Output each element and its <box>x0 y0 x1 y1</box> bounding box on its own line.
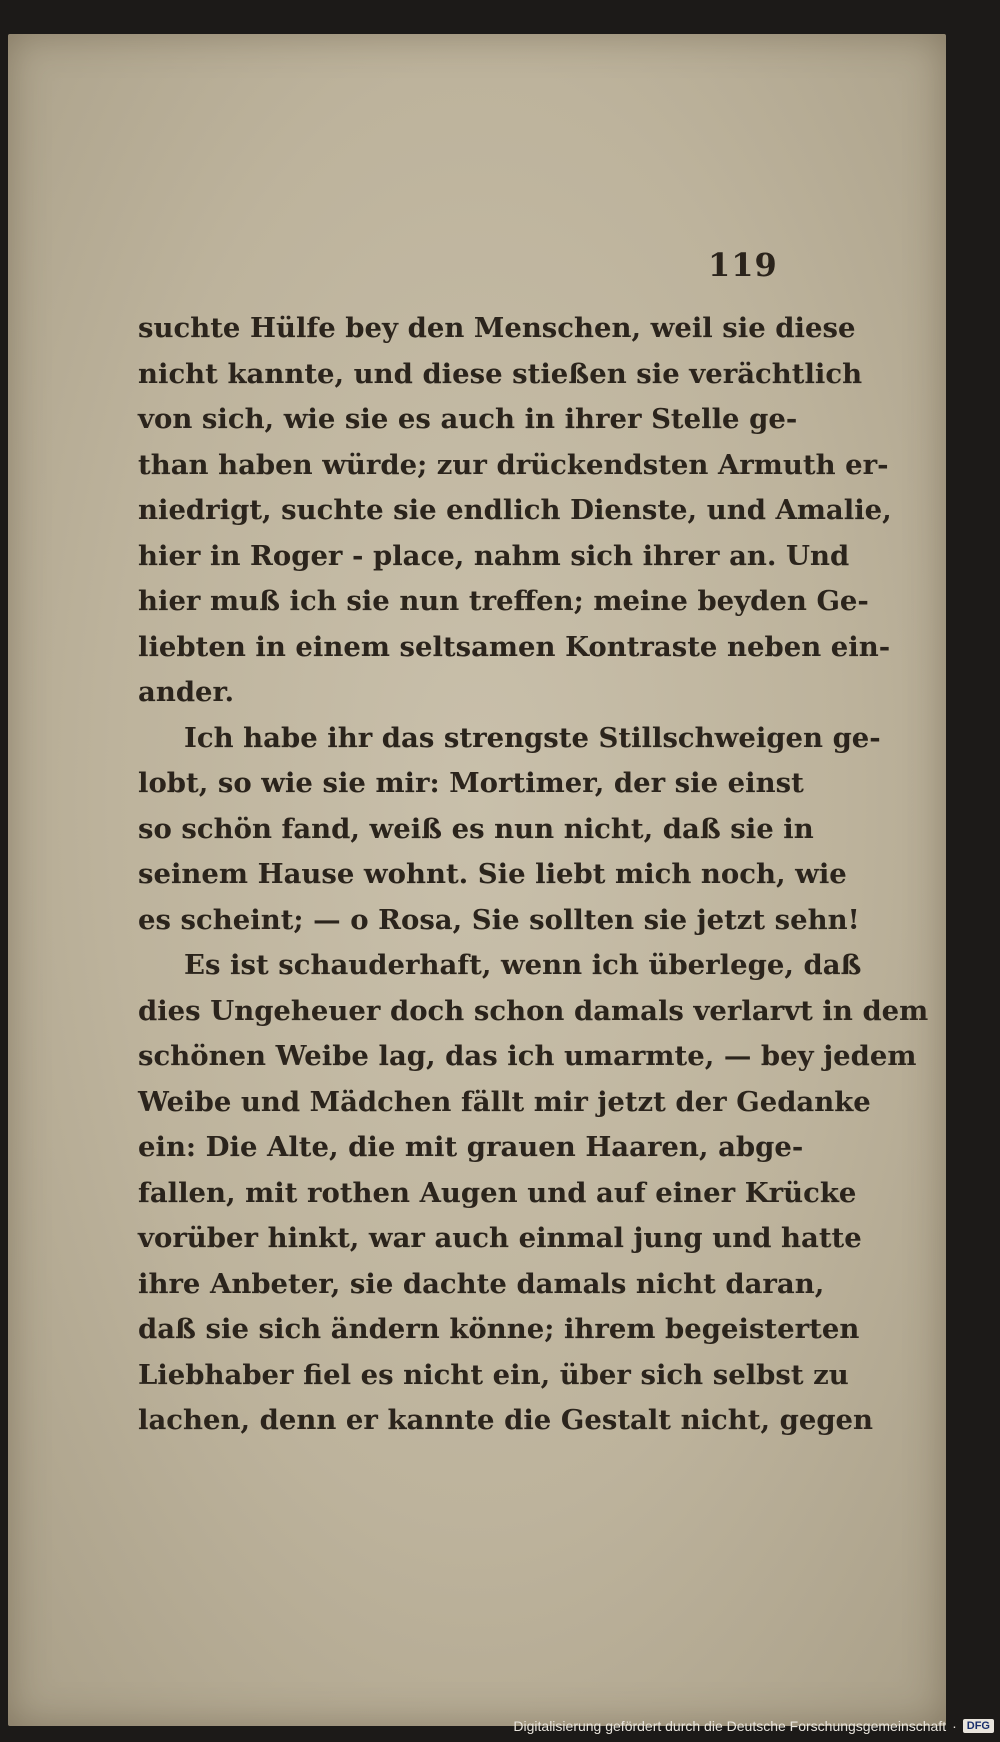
dfg-logo-icon: DFG <box>963 1719 994 1733</box>
text-line: fallen, mit rothen Augen und auf einer Krücke <box>138 1176 857 1209</box>
digitization-footer <box>513 1716 994 1736</box>
text-line: von sich, wie sie es auch in ihrer Stelle ge- <box>138 403 798 435</box>
text-line: dies Ungeheuer doch schon damals verlarvt in dem <box>138 994 929 1027</box>
page-number: 119 <box>708 246 778 284</box>
text-line: Ich habe ihr das strengste Stillschweigen ge- <box>184 721 881 754</box>
separator: · <box>952 1718 957 1734</box>
text-line: hier in Roger - place, nahm sich ihrer an. Und <box>138 539 850 572</box>
text-line: nicht kannte, und diese stießen sie verächtlich <box>138 357 863 390</box>
text-line: daß sie sich ändern könne; ihrem begeisterten <box>138 1313 860 1345</box>
text-line: vorüber hinkt, war auch einmal jung und hatte <box>138 1222 862 1254</box>
text-line: seinem Hause wohnt. Sie liebt mich noch, wie <box>138 858 847 890</box>
text-line: suchte Hülfe bey den Menschen, weil sie diese <box>138 312 856 344</box>
text-line: ihre Anbeter, sie dachte damals nicht daran, <box>138 1267 825 1300</box>
funding-credit: Digitalisierung gefördert durch die Deutsche Forschungsgemeinschaft <box>513 1718 947 1734</box>
text-line: Weibe und Mädchen fällt mir jetzt der Gedanke <box>138 1085 871 1118</box>
text-line: so schön fand, weiß es nun nicht, daß sie in <box>138 812 814 845</box>
text-line: hier muß ich sie nun treffen; meine beyden Ge- <box>138 585 869 617</box>
text-line: niedrigt, suchte sie endlich Dienste, und Amalie, <box>138 494 892 526</box>
text-line: Liebhaber fiel es nicht ein, über sich selbst zu <box>138 1358 849 1391</box>
text-line: lobt, so wie sie mir: Mortimer, der sie einst <box>138 767 804 799</box>
book-page <box>8 34 946 1726</box>
page-body-text <box>138 306 929 1444</box>
text-line: than haben würde; zur drückendsten Armuth er- <box>138 448 889 481</box>
text-line: Es ist schauderhaft, wenn ich überlege, daß <box>184 949 862 981</box>
text-line: schönen Weibe lag, das ich umarmte, — bey jedem <box>138 1040 917 1072</box>
text-line: ander. <box>138 676 235 708</box>
text-line: ein: Die Alte, die mit grauen Haaren, abge- <box>138 1131 804 1163</box>
text-line: liebten in einem seltsamen Kontraste neben ein- <box>138 630 891 663</box>
text-line: es scheint; — o Rosa, Sie sollten sie jetzt sehn! <box>138 903 860 936</box>
text-line: lachen, denn er kannte die Gestalt nicht, gegen <box>138 1404 874 1436</box>
